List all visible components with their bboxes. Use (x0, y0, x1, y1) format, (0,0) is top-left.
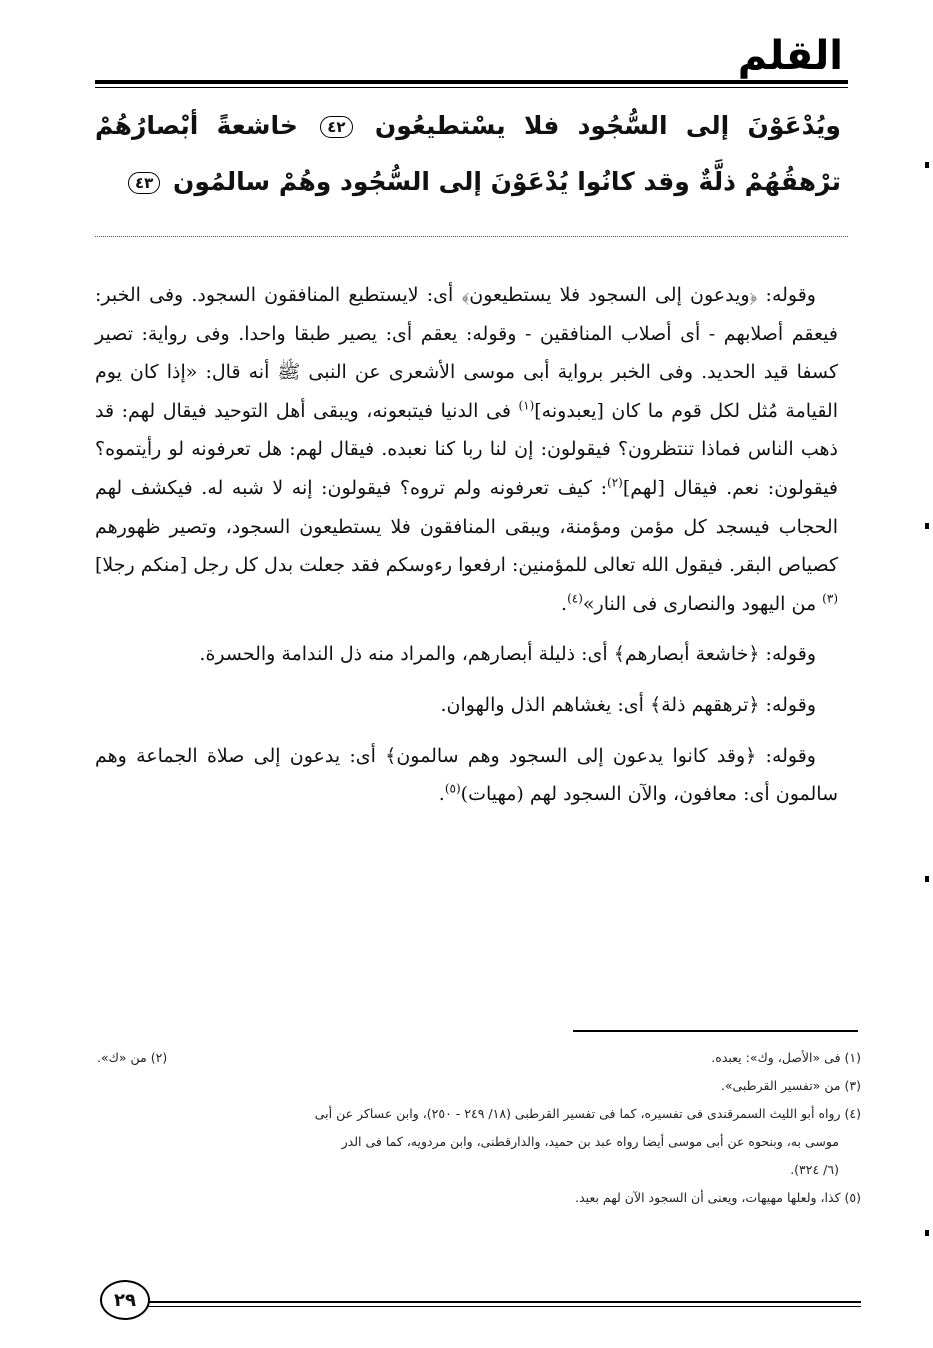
commentary-paragraph: وقوله: ﴿ترهقهم ذلة﴾ أى: يغشاهم الذل والهوان. (440, 693, 816, 716)
paragraph-text: وقوله: ﴿ويدعون إلى السجود فلا يستطيعون﴾ أى: لايستطيع المنافقون السجود. وفى الخبر: فيعقم أصلابهم - أى أصلاب المنافقين - وقوله: يعقم أى: يصير طبقا واحدا. وفى رواية: تصير كسفا قيد الحديد. وفى الخبر برواية أبى موسى الأشعرى عن النبى ﷺ أنه قال: «إذا كان يوم القيامة مُثل لكل قوم ما كان [يعبدونه] (95, 284, 838, 422)
footer-rule (148, 1301, 861, 1303)
commentary-paragraph (95, 737, 838, 814)
footnote-reference: (١) (518, 398, 535, 413)
footnote-reference: (٢) (607, 475, 623, 490)
paragraph-text: وقوله: ﴿وقد كانوا يدعون إلى السجود وهم سالمون﴾ أى: يدعون إلى صلاة الجماعة وهم سالمون أى: معافون، والآن السجود لهم (مهيات) (95, 744, 838, 806)
footer-rule-thin (148, 1306, 861, 1307)
verse-text-2: خاشعةً أبْصارُهُمْ ترْهقُهُمْ ذلَّةٌ وقد كانُوا يُدْعَوْنَ إلى السُّجُود وهُمْ سالمُون (95, 111, 841, 196)
paragraph-text: فى الدنيا فيتبعونه، ويبقى أهل التوحيد فيقال لهم: قد ذهب الناس فماذا تنتظرون؟ فيقولون: إن لنا ربا كنا نعبده. فيقال لهم: هل تعرفونه لو رأيتموه؟ فيقولون: نعم. فيقال [لهم] (95, 399, 839, 499)
page-number: ٢٩ (100, 1280, 150, 1320)
footnote-4-continued: موسى به، وبنحوه عن أبى موسى أيضا رواه عبد بن حميد، والدارقطنى، وابن مردويه، كما فى الدر (341, 1134, 839, 1149)
edge-mark (925, 523, 929, 529)
paragraph-text: . (438, 783, 445, 806)
ayah-number-marker: ٤٢ (320, 116, 352, 138)
surah-title: القلم (737, 33, 843, 79)
footnote-5: (٥) كذا، ولعلها مهيهات، ويعنى أن السجود الآن لهم بعيد. (575, 1190, 861, 1205)
commentary-body (95, 276, 838, 814)
footnote-4-continued: (٦/ ٣٢٤). (790, 1162, 839, 1177)
edge-mark (925, 162, 929, 168)
commentary-paragraph (95, 276, 838, 623)
commentary-paragraph: وقوله: ﴿خاشعة أبصارهم﴾ أى: ذليلة أبصارهم، والمراد منه ذل الندامة والحسرة. (199, 643, 816, 666)
footnote-1: (١) فى «الأصل، وك»: يعبده. (711, 1050, 861, 1065)
footnote-reference: (٣) (822, 591, 838, 606)
verse-text-1: ويُدْعَوْنَ إلى السُّجُود فلا يسْتطيعُون (374, 111, 841, 140)
paragraph-text: . (561, 592, 568, 615)
footnote-reference: (٤) (567, 591, 583, 606)
paragraph-text: : كيف تعرفونه ولم تروه؟ فيقولون: إنه لا شبه له. فيكشف لهم الحجاب فيسجد كل مؤمن ومؤمنة، ويبقى المنافقون فلا يستطيعون السجود، وتصير ظهورهم كصياص البقر. فيقول الله تعالى للمؤمنين: ارفعوا رءوسكم فقد جعلت بدل كل رجل [منكم رجلا] (95, 476, 838, 577)
footnote-2: (٢) من «ك». (97, 1050, 168, 1065)
footnote-4: (٤) رواه أبو الليث السمرقندى فى تفسيره، كما فى تفسير القرطبى (١٨/ ٢٤٩ - ٢٥٠)، وابن عساكر عن أبى (314, 1106, 861, 1121)
footnotes (97, 1044, 861, 1212)
quran-verse (95, 98, 841, 210)
edge-mark (925, 1230, 929, 1236)
paragraph-text: من اليهود والنصارى فى النار» (582, 592, 823, 615)
footnote-row (97, 1044, 861, 1072)
footnote-reference: (٥) (444, 781, 461, 796)
header-rule-thin (95, 87, 848, 88)
edge-mark (925, 876, 929, 882)
verse-separator (95, 236, 848, 237)
footnote-3: (٣) من «تفسير القرطبى». (720, 1078, 861, 1093)
ayah-number-marker: ٤٣ (128, 172, 160, 194)
header-rule (95, 80, 848, 84)
footnote-rule (573, 1030, 858, 1032)
